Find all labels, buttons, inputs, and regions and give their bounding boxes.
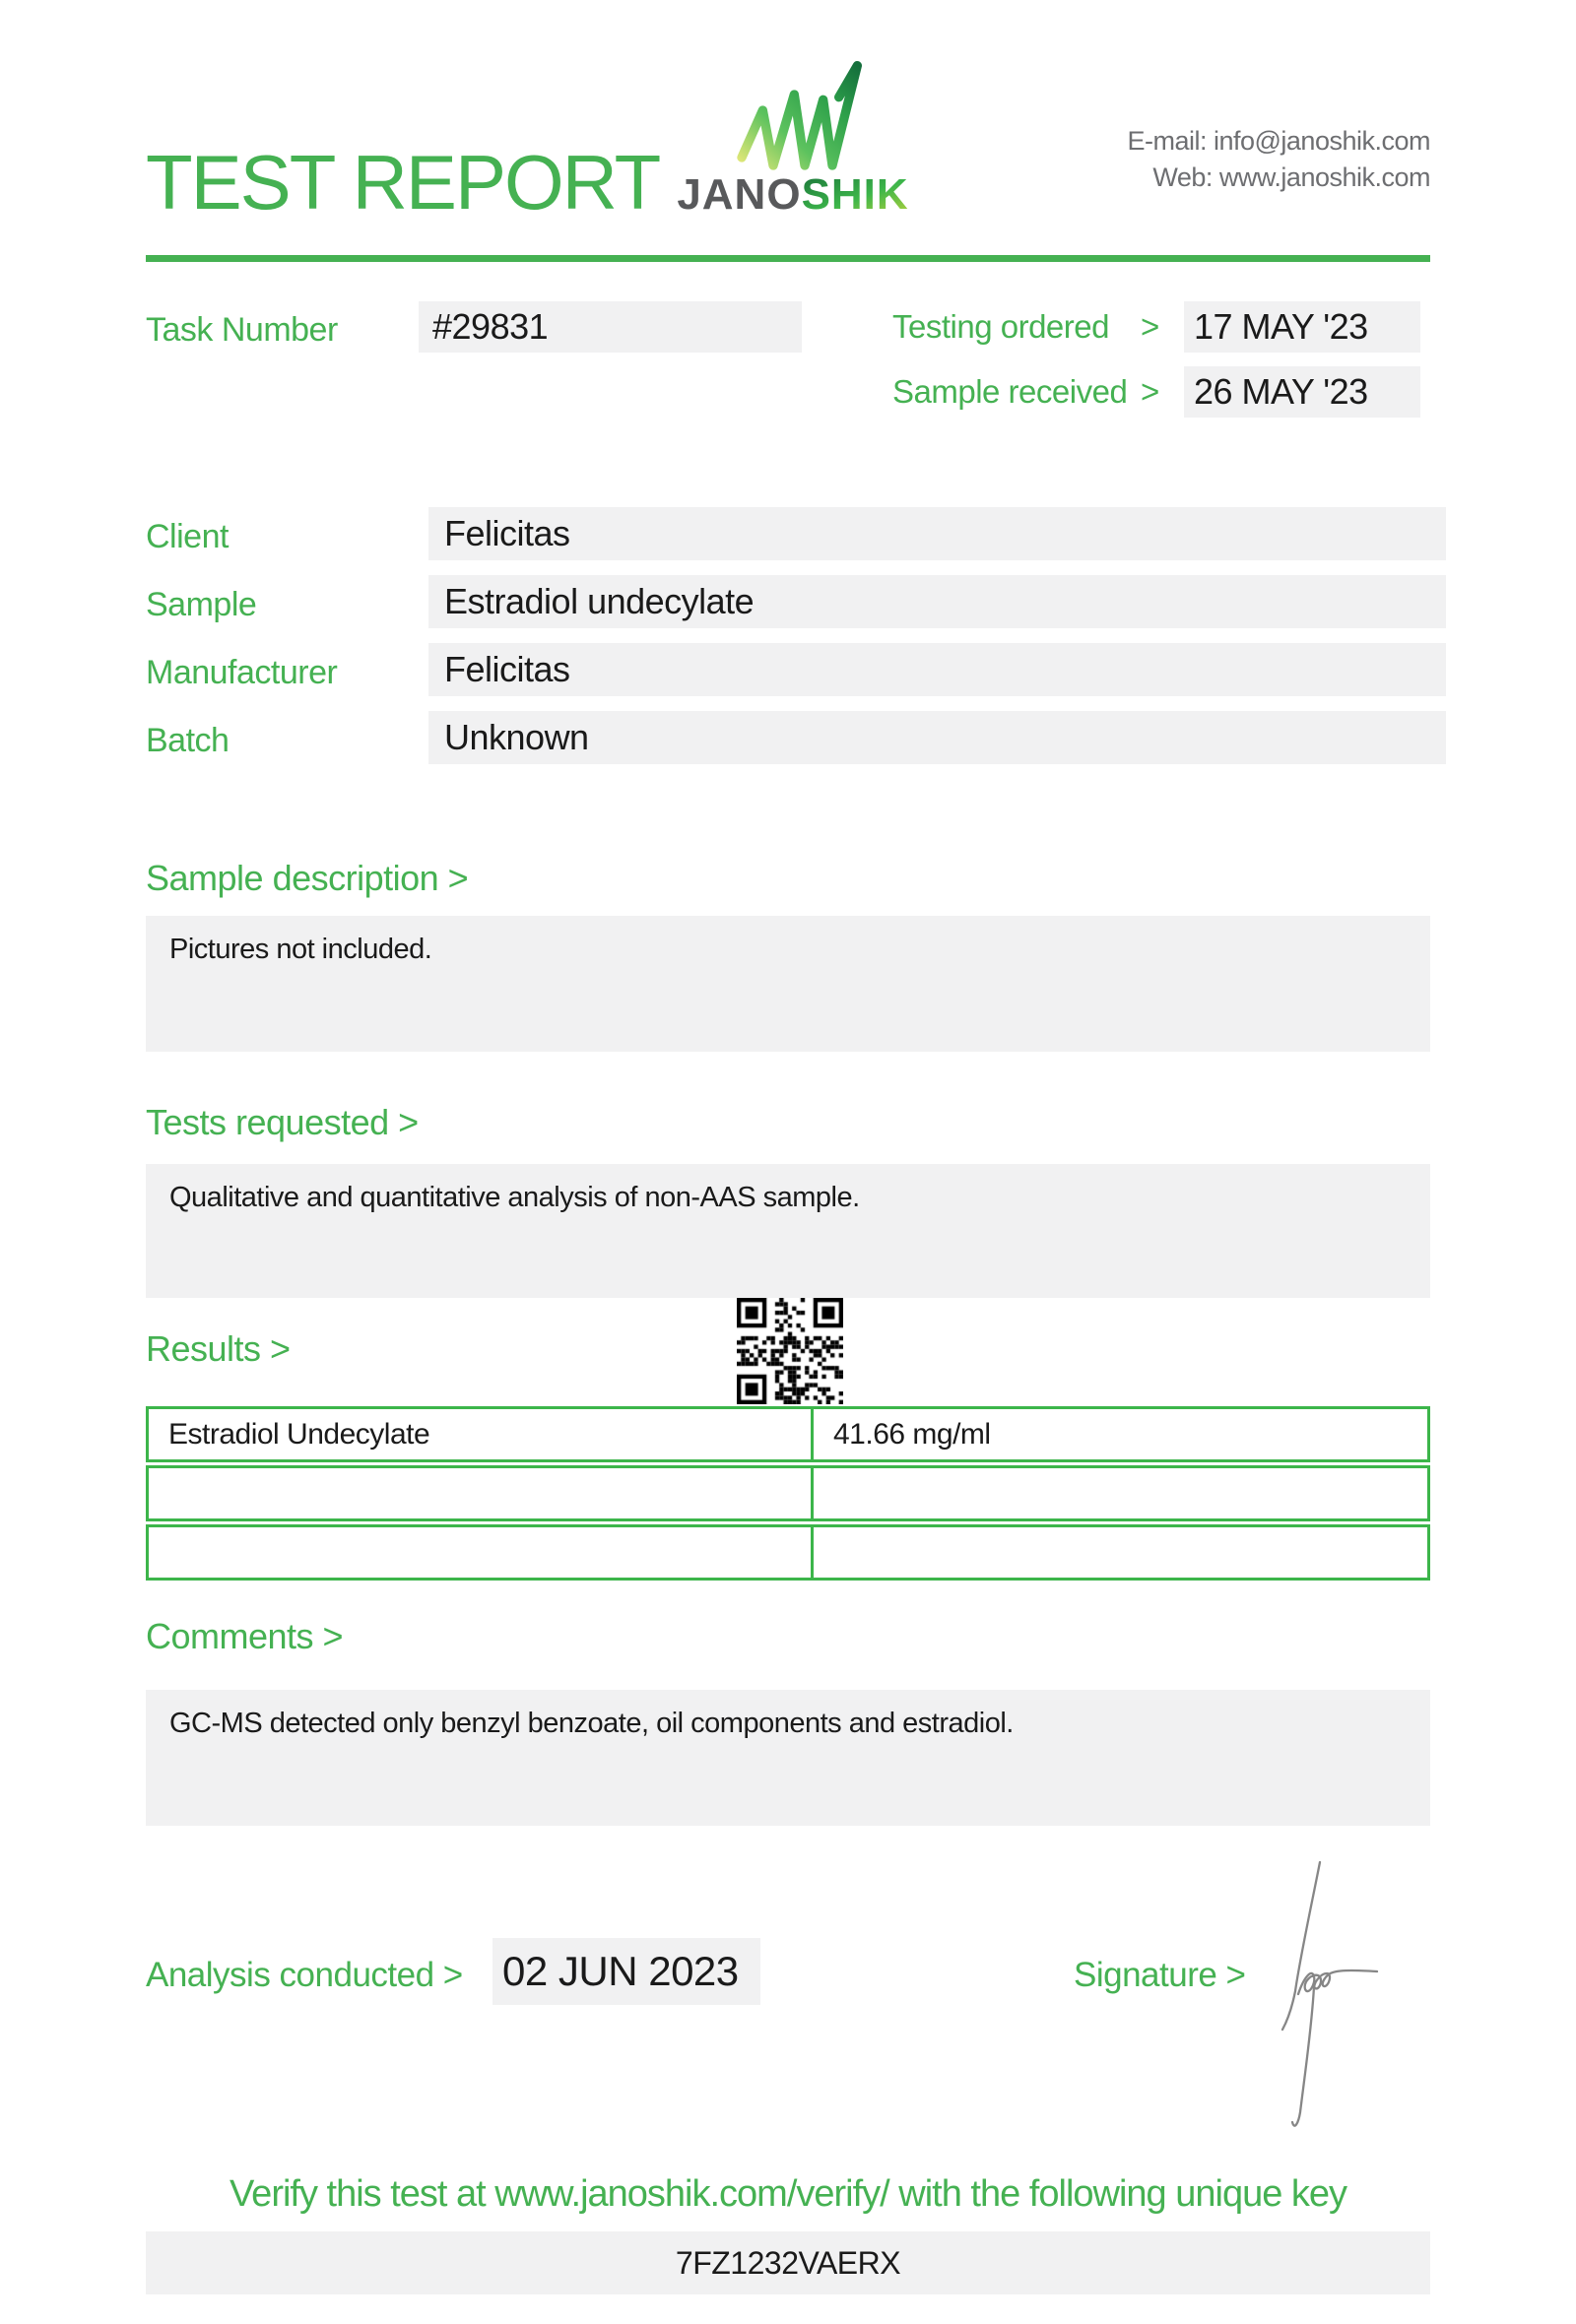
- contact-email: E-mail: info@janoshik.com: [1127, 126, 1430, 156]
- sample-received-text: 26 MAY '23: [1194, 371, 1368, 412]
- testing-ordered-text: 17 MAY '23: [1194, 306, 1368, 347]
- results-table: [146, 1406, 1430, 1583]
- qr-code: [737, 1298, 843, 1404]
- result-analyte-cell: [149, 1468, 814, 1518]
- batch-value: [428, 711, 1446, 764]
- comments-box: GC-MS detected only benzyl benzoate, oil components and estradiol.: [146, 1690, 1430, 1826]
- batch-label: Batch: [146, 722, 230, 759]
- client-value: [428, 507, 1446, 560]
- result-analyte-cell: [149, 1527, 814, 1578]
- contact-web: Web: www.janoshik.com: [1152, 162, 1430, 192]
- tests-requested-box: Qualitative and quantitative analysis of non-AAS sample.: [146, 1164, 1430, 1298]
- unique-key-text: 7FZ1232VAERX: [675, 2244, 901, 2281]
- result-value-cell: [814, 1527, 1427, 1578]
- testing-ordered-arrow: >: [1141, 308, 1159, 345]
- batch-text: Unknown: [444, 717, 589, 757]
- analysis-conducted-text: 02 JUN 2023: [502, 1948, 739, 1994]
- logo-wordmark-primary: JANO: [677, 170, 802, 219]
- manufacturer-value: [428, 643, 1446, 696]
- header-divider: [146, 255, 1430, 262]
- sample-text: Estradiol undecylate: [444, 581, 755, 621]
- manufacturer-text: Felicitas: [444, 649, 570, 689]
- manufacturer-label: Manufacturer: [146, 654, 338, 691]
- table-row: [146, 1465, 1430, 1521]
- signature-label: Signature >: [1074, 1956, 1246, 1994]
- page-title: TEST REPORT: [146, 139, 660, 226]
- unique-key-box: [146, 2231, 1430, 2294]
- result-analyte-cell: Estradiol Undecylate: [149, 1409, 814, 1459]
- testing-ordered-label: Testing ordered: [892, 308, 1109, 345]
- tests-requested-heading: Tests requested >: [146, 1102, 419, 1142]
- testing-ordered-row: [892, 301, 1430, 353]
- results-heading: Results >: [146, 1328, 291, 1369]
- logo-wordmark: [655, 170, 931, 219]
- task-number-text: #29831: [432, 306, 549, 347]
- sample-received-arrow: >: [1141, 373, 1159, 410]
- trend-chart-logo-icon: [727, 55, 875, 173]
- table-row: [146, 1406, 1430, 1462]
- sample-received-label: Sample received: [892, 373, 1128, 410]
- analysis-conducted-label: Analysis conducted >: [146, 1956, 463, 1994]
- table-row: [146, 1524, 1430, 1581]
- logo-wordmark-secondary: SHIK: [801, 170, 909, 219]
- sample-value: [428, 575, 1446, 628]
- task-number-value: [419, 301, 802, 353]
- result-value-cell: [814, 1468, 1427, 1518]
- testing-ordered-value: [1184, 301, 1420, 353]
- sample-description-box: Pictures not included.: [146, 916, 1430, 1052]
- task-number-label: Task Number: [146, 311, 338, 349]
- client-label: Client: [146, 518, 229, 555]
- result-value-cell: 41.66 mg/ml: [833, 1417, 991, 1451]
- signature-image: [1263, 1828, 1430, 2135]
- sample-label: Sample: [146, 586, 257, 623]
- sample-received-row: [892, 366, 1430, 418]
- analysis-conducted-value: [492, 1938, 760, 2005]
- sample-received-value: [1184, 366, 1420, 418]
- client-text: Felicitas: [444, 513, 570, 553]
- sample-description-heading: Sample description >: [146, 858, 469, 898]
- verify-instruction: Verify this test at www.janoshik.com/verify/ with the following unique key: [229, 2173, 1347, 2215]
- comments-heading: Comments >: [146, 1616, 344, 1656]
